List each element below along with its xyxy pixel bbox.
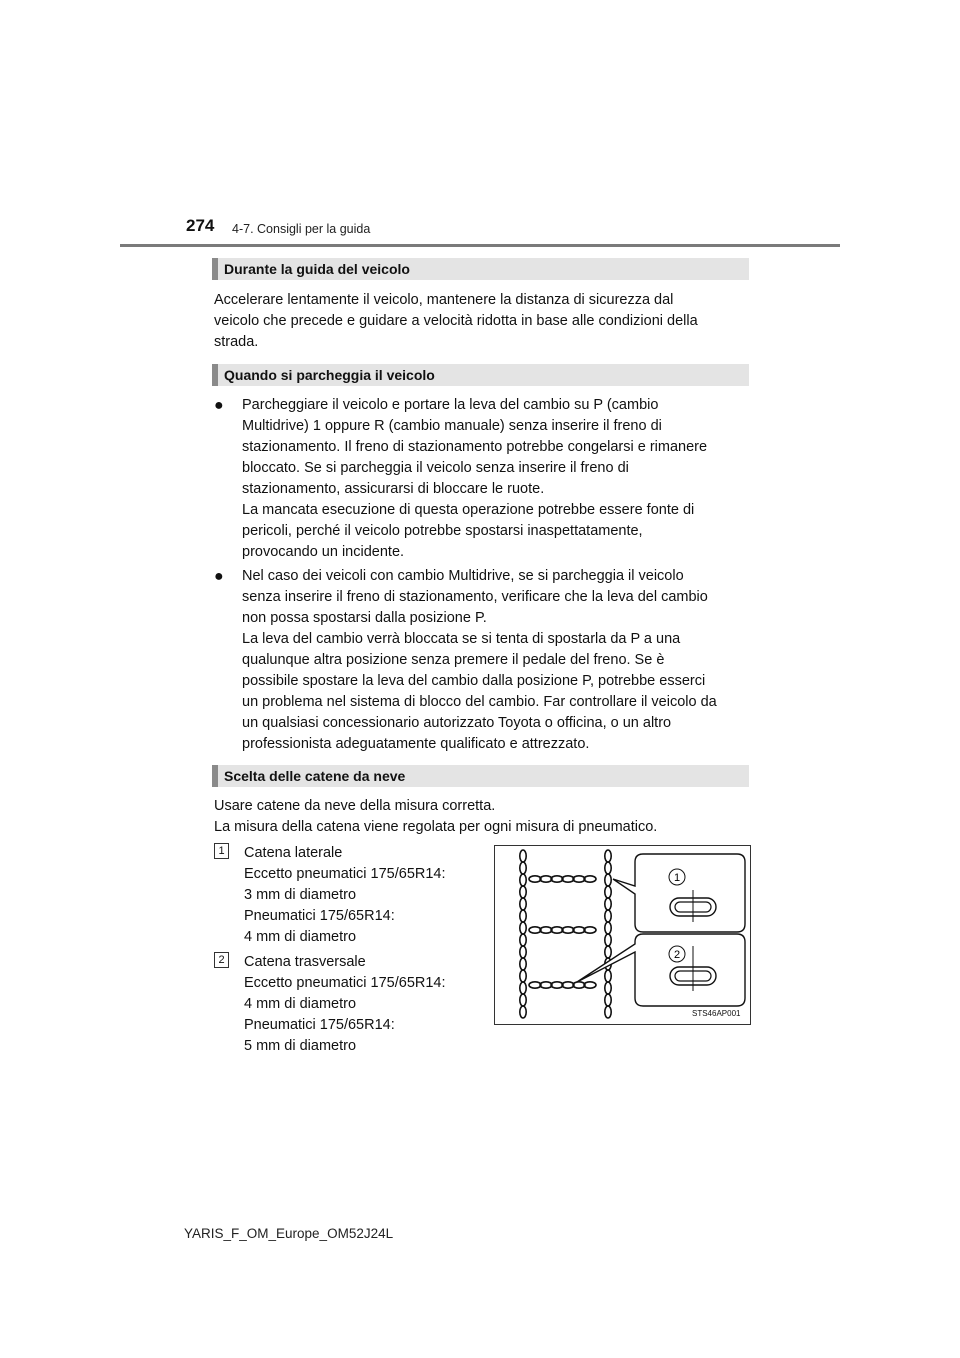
item2-line: Pneumatici 175/65R14: bbox=[244, 1017, 395, 1033]
item1-line: Pneumatici 175/65R14: bbox=[244, 908, 395, 924]
bullet-line: professionista adeguatamente qualificato e attrezzato. bbox=[242, 736, 590, 752]
figure-code: STS46AP001 bbox=[692, 1009, 741, 1018]
driving-line: veicolo che precede e guidare a velocità ridotta in base alle condizioni della bbox=[214, 313, 698, 329]
section-label: 4-7. Consigli per la guida bbox=[232, 222, 371, 236]
bullet-marker: ● bbox=[214, 397, 224, 414]
bullet-marker: ● bbox=[214, 568, 224, 585]
item-number-2: 2 bbox=[214, 952, 229, 968]
bullet-line: La mancata esecuzione di questa operazione potrebbe essere fonte di bbox=[242, 502, 695, 518]
item1-line: Eccetto pneumatici 175/65R14: bbox=[244, 866, 446, 882]
item2-line: 5 mm di diametro bbox=[244, 1038, 357, 1054]
heading-parking bbox=[212, 364, 749, 386]
bullet-line: stazionamento. Il freno di stazionamento potrebbe congelarsi e rimanere bbox=[242, 439, 708, 455]
bullet-line: Nel caso dei veicoli con cambio Multidrive, se si parcheggia il veicolo bbox=[242, 568, 684, 584]
parking-bullet-1 bbox=[242, 395, 744, 563]
driving-line: Accelerare lentamente il veicolo, mantenere la distanza di sicurezza dal bbox=[214, 292, 674, 308]
item2-line: 4 mm di diametro bbox=[244, 996, 357, 1012]
parking-bullet-2 bbox=[242, 566, 744, 755]
bullet-line: un qualsiasi concessionario autorizzato Toyota o officina, o un altro bbox=[242, 715, 672, 731]
footer-doc-id: YARIS_F_OM_Europe_OM52J24L bbox=[184, 1226, 394, 1241]
item2-line: Catena trasversale bbox=[244, 954, 366, 970]
item1-line: 3 mm di diametro bbox=[244, 887, 357, 903]
driving-line: strada. bbox=[214, 334, 259, 350]
chains-intro-line: La misura della catena viene regolata per ogni misura di pneumatico. bbox=[214, 819, 658, 835]
driving-paragraph bbox=[214, 290, 744, 353]
header-rule bbox=[120, 244, 840, 247]
chains-intro-line: Usare catene da neve della misura corretta. bbox=[214, 798, 496, 814]
page-number: 274 bbox=[186, 216, 215, 235]
item1-line: 4 mm di diametro bbox=[244, 929, 357, 945]
bullet-line: La leva del cambio verrà bloccata se si tenta di spostarla da P a una bbox=[242, 631, 681, 647]
item2-line: Eccetto pneumatici 175/65R14: bbox=[244, 975, 446, 991]
heading-parking-text: Quando si parcheggia il veicolo bbox=[224, 367, 435, 383]
bullet-line: non possa spostarsi dalla posizione P. bbox=[242, 610, 487, 626]
heading-driving bbox=[212, 258, 749, 280]
snow-chain-illustration bbox=[495, 846, 750, 1024]
bullet-line: Parcheggiare il veicolo e portare la leva del cambio su P (cambio bbox=[242, 397, 659, 413]
snow-chain-figure bbox=[494, 845, 751, 1025]
bullet-line: stazionamento, assicurarsi di bloccare le ruote. bbox=[242, 481, 545, 497]
bullet-line: qualunque altra posizione senza premere il pedale del freno. Se è bbox=[242, 652, 665, 668]
bullet-line: un problema nel sistema di blocco del cambio. Far controllare il veicolo da bbox=[242, 694, 717, 710]
heading-chains-text: Scelta delle catene da neve bbox=[224, 768, 406, 784]
heading-driving-text: Durante la guida del veicolo bbox=[224, 261, 410, 277]
item-number-1: 1 bbox=[214, 843, 229, 859]
bullet-line: bloccato. Se si parcheggia il veicolo senza inserire il freno di bbox=[242, 460, 629, 476]
bullet-line: provocando un incidente. bbox=[242, 544, 405, 560]
bullet-line: senza inserire il freno di stazionamento, verificare che la leva del cambio bbox=[242, 589, 708, 605]
heading-chains bbox=[212, 765, 749, 787]
figure-callout-1: 1 bbox=[673, 872, 681, 884]
bullet-line: Multidrive) 1 oppure R (cambio manuale) senza inserire il freno di bbox=[242, 418, 662, 434]
figure-callout-2: 2 bbox=[673, 949, 681, 961]
bullet-line: pericoli, perché il veicolo potrebbe spostarsi inaspettatamente, bbox=[242, 523, 643, 539]
bullet-line: possibile spostare la leva del cambio dalla posizione P, potrebbe esserci bbox=[242, 673, 706, 689]
item1-line: Catena laterale bbox=[244, 845, 343, 861]
